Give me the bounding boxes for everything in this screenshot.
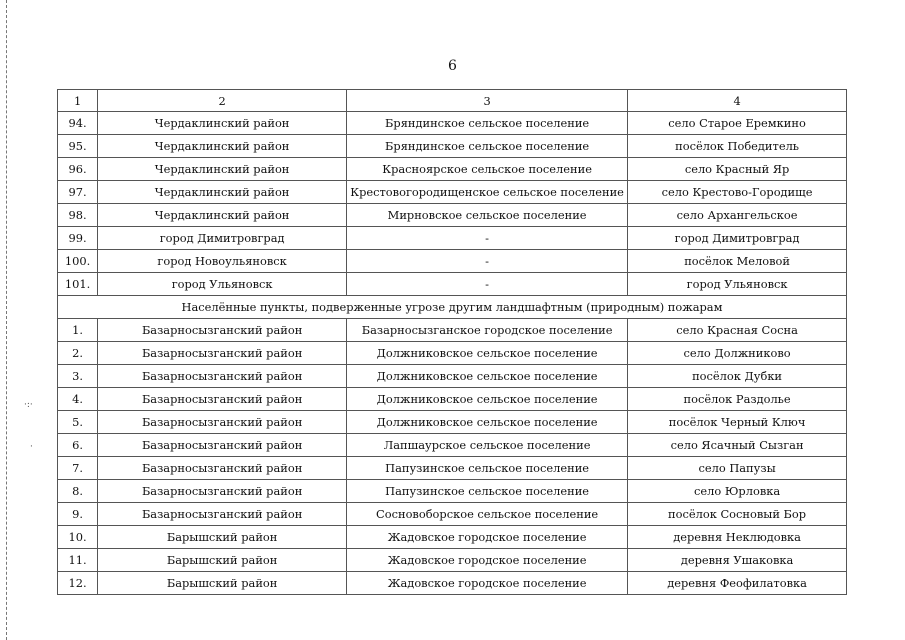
row-number-cell: 8.	[58, 480, 98, 503]
table-row	[58, 572, 847, 595]
district-cell: Базарносызганский район	[98, 434, 347, 457]
table-row	[58, 457, 847, 480]
locality-cell: посёлок Дубки	[628, 365, 847, 388]
locality-cell: посёлок Победитель	[628, 135, 847, 158]
row-number-cell: 6.	[58, 434, 98, 457]
table-row	[58, 549, 847, 572]
row-number-cell: 97.	[58, 181, 98, 204]
settlement-cell: Жадовское городское поселение	[347, 549, 628, 572]
locality-cell: город Ульяновск	[628, 273, 847, 296]
settlement-cell: Должниковское сельское поселение	[347, 411, 628, 434]
locality-cell: посёлок Меловой	[628, 250, 847, 273]
locality-cell: село Папузы	[628, 457, 847, 480]
settlement-cell: Лапшаурское сельское поселение	[347, 434, 628, 457]
locality-cell: село Должниково	[628, 342, 847, 365]
district-cell: Базарносызганский район	[98, 319, 347, 342]
locality-cell: посёлок Раздолье	[628, 388, 847, 411]
locality-cell: город Димитровград	[628, 227, 847, 250]
district-cell: Барышский район	[98, 526, 347, 549]
table-row	[58, 112, 847, 135]
locality-cell: деревня Неклюдовка	[628, 526, 847, 549]
settlement-cell: Крестовогородищенское сельское поселение	[347, 181, 628, 204]
district-cell: город Новоульяновск	[98, 250, 347, 273]
row-number-cell: 3.	[58, 365, 98, 388]
locality-cell: село Ясачный Сызган	[628, 434, 847, 457]
locality-cell: село Архангельское	[628, 204, 847, 227]
locality-cell: село Старое Еремкино	[628, 112, 847, 135]
table-row	[58, 250, 847, 273]
header-cell: 4	[628, 90, 847, 112]
table-row	[58, 135, 847, 158]
district-cell: Базарносызганский район	[98, 480, 347, 503]
district-cell: Базарносызганский район	[98, 411, 347, 434]
row-number-cell: 101.	[58, 273, 98, 296]
district-cell: Базарносызганский район	[98, 503, 347, 526]
district-cell: Чердаклинский район	[98, 135, 347, 158]
locality-cell: село Юрловка	[628, 480, 847, 503]
table-row	[58, 273, 847, 296]
row-number-cell: 4.	[58, 388, 98, 411]
table-row	[58, 204, 847, 227]
row-number-cell: 1.	[58, 319, 98, 342]
table-row	[58, 181, 847, 204]
district-cell: город Ульяновск	[98, 273, 347, 296]
district-cell: Чердаклинский район	[98, 181, 347, 204]
row-number-cell: 95.	[58, 135, 98, 158]
district-cell: Базарносызганский район	[98, 388, 347, 411]
locality-cell: посёлок Сосновый Бор	[628, 503, 847, 526]
settlement-cell: Бряндинское сельское поселение	[347, 112, 628, 135]
header-cell: 3	[347, 90, 628, 112]
settlement-cell: Жадовское городское поселение	[347, 526, 628, 549]
row-number-cell: 94.	[58, 112, 98, 135]
row-number-cell: 5.	[58, 411, 98, 434]
header-cell: 2	[98, 90, 347, 112]
row-number-cell: 9.	[58, 503, 98, 526]
settlement-cell: Должниковское сельское поселение	[347, 342, 628, 365]
settlement-cell: Должниковское сельское поселение	[347, 365, 628, 388]
settlement-cell: Должниковское сельское поселение	[347, 388, 628, 411]
district-cell: Барышский район	[98, 549, 347, 572]
district-cell: Чердаклинский район	[98, 204, 347, 227]
table-header-row	[58, 90, 847, 112]
settlement-cell: Красноярское сельское поселение	[347, 158, 628, 181]
locality-cell: деревня Ушаковка	[628, 549, 847, 572]
scan-speck: ·:·	[24, 400, 33, 410]
table-row	[58, 365, 847, 388]
table-row	[58, 388, 847, 411]
page-number: 6	[448, 58, 457, 74]
table-row	[58, 526, 847, 549]
row-number-cell: 7.	[58, 457, 98, 480]
settlement-cell: Папузинское сельское поселение	[347, 457, 628, 480]
header-cell: 1	[58, 90, 98, 112]
district-cell: Базарносызганский район	[98, 457, 347, 480]
locality-cell: посёлок Черный Ключ	[628, 411, 847, 434]
scan-speck: ·	[30, 442, 33, 452]
district-cell: Чердаклинский район	[98, 112, 347, 135]
table-row	[58, 342, 847, 365]
section-header-row	[58, 296, 847, 319]
district-cell: Базарносызганский район	[98, 365, 347, 388]
table-row	[58, 227, 847, 250]
row-number-cell: 12.	[58, 572, 98, 595]
locality-cell: село Красный Яр	[628, 158, 847, 181]
district-cell: Барышский район	[98, 572, 347, 595]
settlement-cell: Мирновское сельское поселение	[347, 204, 628, 227]
settlements-table	[57, 89, 847, 595]
row-number-cell: 100.	[58, 250, 98, 273]
settlement-cell: Бряндинское сельское поселение	[347, 135, 628, 158]
district-cell: Базарносызганский район	[98, 342, 347, 365]
row-number-cell: 96.	[58, 158, 98, 181]
locality-cell: деревня Феофилатовка	[628, 572, 847, 595]
table-row	[58, 319, 847, 342]
section-title: Населённые пункты, подверженные угрозе другим ландшафтным (природным) пожарам	[58, 296, 847, 319]
locality-cell: село Крестово-Городище	[628, 181, 847, 204]
settlement-cell: -	[347, 250, 628, 273]
settlement-cell: Базарносызганское городское поселение	[347, 319, 628, 342]
district-cell: город Димитровград	[98, 227, 347, 250]
settlement-cell: -	[347, 273, 628, 296]
row-number-cell: 11.	[58, 549, 98, 572]
row-number-cell: 10.	[58, 526, 98, 549]
settlement-cell: Жадовское городское поселение	[347, 572, 628, 595]
table-row	[58, 158, 847, 181]
locality-cell: село Красная Сосна	[628, 319, 847, 342]
row-number-cell: 99.	[58, 227, 98, 250]
row-number-cell: 2.	[58, 342, 98, 365]
table-row	[58, 480, 847, 503]
settlement-cell: -	[347, 227, 628, 250]
table-row	[58, 434, 847, 457]
row-number-cell: 98.	[58, 204, 98, 227]
table-row	[58, 411, 847, 434]
table-row	[58, 503, 847, 526]
scan-edge-line	[6, 0, 7, 640]
district-cell: Чердаклинский район	[98, 158, 347, 181]
settlement-cell: Папузинское сельское поселение	[347, 480, 628, 503]
settlement-cell: Сосновоборское сельское поселение	[347, 503, 628, 526]
